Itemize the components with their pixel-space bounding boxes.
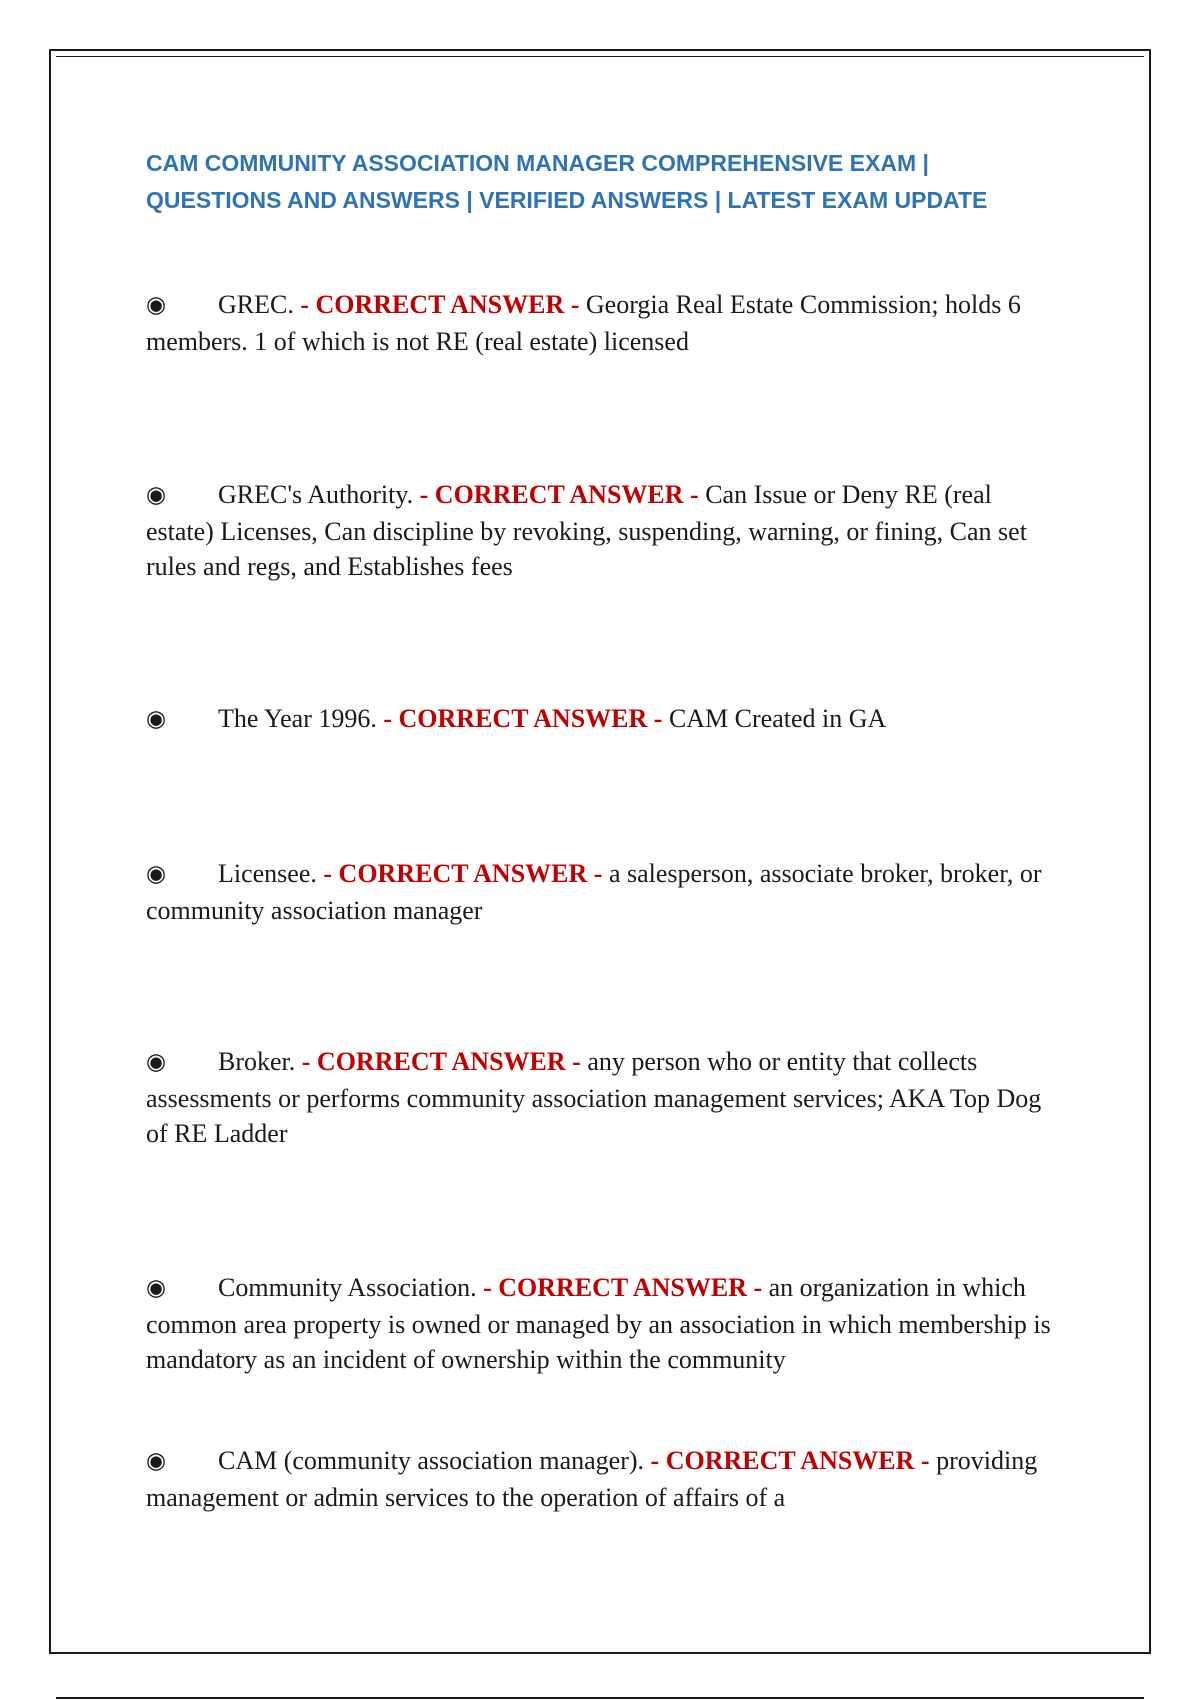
answer: Can Issue or Deny RE (real estate) Licenses, Can discipline by revoking, suspending, warning, or fining, Can set rules and regs, and Establishes fees [146, 480, 1027, 581]
answer: an organization in which common area property is owned or managed by an association in which membership is mandatory as an incident of ownership within the community [146, 1273, 1051, 1374]
answer: Georgia Real Estate Commission; holds 6 members. 1 of which is not RE (real estate) licensed [146, 290, 1021, 356]
radio-bullet-icon: ◉ [146, 1049, 167, 1075]
correct-answer-label: - CORRECT ANSWER - [483, 1273, 763, 1302]
bottom-rule [56, 1697, 1144, 1699]
term: The Year 1996. [218, 704, 377, 733]
correct-answer-label: - CORRECT ANSWER - [301, 1047, 581, 1076]
correct-answer-label: - CORRECT ANSWER - [419, 480, 699, 509]
title-line-1: CAM COMMUNITY ASSOCIATION MANAGER COMPREHENSIVE EXAM | [146, 150, 929, 176]
correct-answer-label: - CORRECT ANSWER - [323, 859, 603, 888]
top-rule [56, 56, 1144, 57]
radio-bullet-icon: ◉ [146, 706, 167, 732]
correct-answer-label: - CORRECT ANSWER - [383, 704, 663, 733]
radio-bullet-icon: ◉ [146, 292, 167, 318]
term: GREC. [218, 290, 294, 319]
qa-item-licensee [146, 856, 1066, 928]
radio-bullet-icon: ◉ [146, 1275, 167, 1301]
document-title [146, 145, 1046, 219]
qa-item-broker [146, 1044, 1066, 1152]
term: Community Association. [218, 1273, 477, 1302]
answer: any person who or entity that collects assessments or performs community association management services; AKA Top Dog of RE Ladder [146, 1047, 1042, 1148]
correct-answer-label: - CORRECT ANSWER - [300, 290, 580, 319]
qa-item-community-association [146, 1270, 1066, 1378]
radio-bullet-icon: ◉ [146, 482, 167, 508]
qa-item-grec [146, 287, 1066, 359]
answer: CAM Created in GA [668, 704, 887, 733]
term: GREC's Authority. [218, 480, 414, 509]
qa-item-grec-authority [146, 477, 1066, 585]
radio-bullet-icon: ◉ [146, 1448, 167, 1474]
radio-bullet-icon: ◉ [146, 861, 167, 887]
qa-item-cam [146, 1443, 1066, 1515]
answer: a salesperson, associate broker, broker, or community association manager [146, 859, 1042, 925]
term: CAM (community association manager). [218, 1446, 645, 1475]
title-line-2: QUESTIONS AND ANSWERS | VERIFIED ANSWERS | LATEST EXAM UPDATE [146, 187, 988, 213]
answer: providing management or admin services to the operation of affairs of a [146, 1446, 1038, 1512]
correct-answer-label: - CORRECT ANSWER - [650, 1446, 930, 1475]
term: Broker. [218, 1047, 296, 1076]
qa-item-year-1996 [146, 701, 1066, 738]
term: Licensee. [218, 859, 317, 888]
